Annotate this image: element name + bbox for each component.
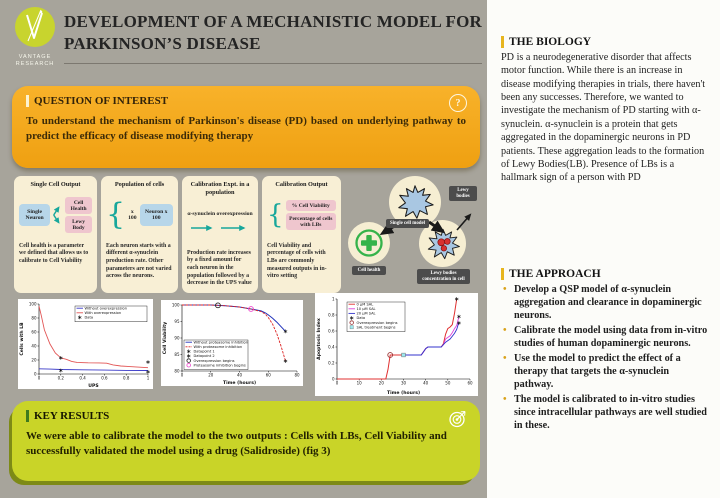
svg-text:80: 80 bbox=[294, 372, 300, 378]
calibration-expt-graphic bbox=[187, 196, 253, 249]
flow-box-caption: Cell health is a parameter we defined that allows us to calibrate to Cell Viability bbox=[19, 242, 89, 264]
flow-box-title: Calibration Output bbox=[275, 181, 328, 188]
brace-icon: { bbox=[267, 200, 284, 231]
cell-health-node: Cell Health bbox=[65, 197, 92, 214]
approach-item: • The model is calibrated to in-vitro studies since intracellular pathways are well studied in these. bbox=[501, 393, 709, 432]
svg-text:0.2: 0.2 bbox=[328, 360, 335, 366]
cells-with-lbs-node: Percentage of cells with LBs bbox=[286, 213, 336, 230]
svg-text:30: 30 bbox=[400, 380, 407, 386]
approach-item: • Calibrate the model using data from in-vitro studies of human dopaminergic neurons. bbox=[501, 324, 709, 350]
svg-text:0.8: 0.8 bbox=[123, 375, 130, 381]
svg-text:Time (hours): Time (hours) bbox=[222, 381, 257, 386]
lewy-body-node: Lewy Body bbox=[65, 216, 92, 233]
svg-text:20: 20 bbox=[378, 380, 384, 386]
question-box-text: To understand the mechanism of Parkinson's disease (PD) based on underlying pathway to predict the efficacy of disease modifying therapy bbox=[26, 115, 466, 142]
neuron-x100-node: Neuron x 100 bbox=[140, 204, 173, 226]
single-cell-model-diagram bbox=[345, 172, 480, 296]
approach-section bbox=[501, 268, 709, 435]
multiplier-label: x 100 bbox=[128, 209, 137, 222]
vantage-logo-icon bbox=[14, 6, 56, 48]
apoptosis-index-chart bbox=[315, 293, 478, 396]
svg-text:Without proteasome inhibition: Without proteasome inhibition bbox=[193, 340, 249, 345]
svg-text:100: 100 bbox=[28, 301, 37, 307]
svg-text:60: 60 bbox=[467, 380, 473, 386]
question-icon: ? bbox=[449, 94, 467, 112]
key-results-box bbox=[12, 401, 480, 481]
branch-arrows-icon bbox=[52, 197, 63, 233]
biology-section bbox=[501, 36, 709, 185]
svg-text:0: 0 bbox=[180, 372, 184, 378]
flow-arrows-icon bbox=[189, 222, 251, 234]
cell-health-badge: Cell health bbox=[352, 266, 386, 275]
cells-with-lb-chart bbox=[18, 299, 153, 389]
biology-title: THE BIOLOGY bbox=[501, 36, 709, 48]
key-results-text: We were able to calibrate the model to the two outputs : Cells with LBs, Cell Viability and successfully validated the model using a drug (Salidroside) (fig 3) bbox=[26, 430, 447, 457]
svg-text:100: 100 bbox=[171, 302, 180, 308]
single-cell-graphic bbox=[19, 189, 92, 242]
svg-text:Overexpression begins: Overexpression begins bbox=[193, 358, 235, 363]
svg-text:0: 0 bbox=[331, 376, 335, 382]
svg-text:20: 20 bbox=[208, 372, 214, 378]
flow-box-single-cell-output bbox=[14, 176, 97, 293]
svg-text:With overexpression: With overexpression bbox=[84, 311, 122, 315]
svg-text:40: 40 bbox=[423, 380, 429, 386]
svg-text:Time (hours): Time (hours) bbox=[386, 391, 421, 396]
svg-text:60: 60 bbox=[31, 329, 37, 335]
flow-box-calibration-expt bbox=[182, 176, 258, 293]
svg-text:With proteasome inhibition: With proteasome inhibition bbox=[193, 345, 243, 349]
svg-text:0.4: 0.4 bbox=[328, 344, 335, 350]
logo bbox=[12, 6, 58, 68]
approach-item: • Develop a QSP model of α-synuclein aggregation and clearance in dopaminergic neurons. bbox=[501, 283, 709, 322]
svg-text:0.2: 0.2 bbox=[57, 375, 64, 381]
approach-title: THE APPROACH bbox=[501, 268, 709, 280]
single-cell-model-badge: Single cell model bbox=[386, 219, 429, 228]
svg-text:1: 1 bbox=[146, 375, 150, 381]
target-icon bbox=[448, 409, 467, 433]
svg-text:0.4: 0.4 bbox=[79, 375, 86, 381]
sidebar bbox=[487, 0, 720, 498]
cell-viability-chart bbox=[161, 300, 303, 386]
svg-text:Overexpression begins: Overexpression begins bbox=[356, 320, 398, 325]
flow-box-title: Calibration Expt. in a population bbox=[190, 181, 250, 196]
svg-text:80: 80 bbox=[31, 315, 37, 321]
svg-text:60: 60 bbox=[265, 372, 271, 378]
svg-text:80: 80 bbox=[174, 368, 180, 374]
svg-text:0: 0 bbox=[37, 375, 41, 381]
brace-icon: { bbox=[106, 197, 126, 233]
overexpression-label: α-synuclein overexpression bbox=[187, 210, 253, 217]
page-title: DEVELOPMENT OF A MECHANISTIC MODEL FOR PARKINSON’S DISEASE bbox=[64, 11, 482, 64]
svg-text:Data: Data bbox=[356, 316, 366, 321]
svg-text:10: 10 bbox=[356, 380, 362, 386]
svg-text:0: 0 bbox=[335, 380, 339, 386]
flow-box-title: Single Cell Output bbox=[30, 181, 81, 188]
calibration-output-graphic bbox=[267, 189, 336, 242]
svg-text:40: 40 bbox=[236, 372, 243, 378]
svg-text:20 μM SAL: 20 μM SAL bbox=[356, 311, 376, 316]
lewy-bodies-badge: Lewy bodies bbox=[449, 186, 477, 201]
svg-text:Cell Viability: Cell Viability bbox=[162, 321, 168, 355]
svg-text:Proteasome inhibition begins: Proteasome inhibition begins bbox=[193, 363, 246, 368]
svg-text:0: 0 bbox=[33, 371, 37, 377]
flow-box-title: Population of cells bbox=[114, 181, 165, 188]
flow-box-caption: Production rate increases by a fixed amount for each neuron in the population followed by a decrease in the UPS value bbox=[187, 249, 252, 287]
svg-text:Datapoint 2: Datapoint 2 bbox=[193, 354, 215, 359]
svg-text:85: 85 bbox=[174, 351, 180, 357]
svg-text:0 μM SAL: 0 μM SAL bbox=[356, 302, 374, 307]
population-graphic bbox=[106, 189, 173, 242]
lewy-concentration-badge: Lewy bodies concentration in cell bbox=[417, 269, 470, 284]
svg-text:Data: Data bbox=[84, 315, 94, 320]
flow-box-caption: Each neuron starts with a different α-synuclein production rate. Other parameters are not varied across the neurons. bbox=[106, 242, 172, 280]
svg-text:10 μM SAL: 10 μM SAL bbox=[356, 307, 376, 311]
svg-text:Cells with LB: Cells with LB bbox=[19, 322, 25, 356]
cell-viability-node: % Cell Viability bbox=[286, 200, 336, 211]
svg-text:40: 40 bbox=[31, 343, 37, 349]
flow-box-calibration-output bbox=[262, 176, 341, 293]
svg-text:90: 90 bbox=[174, 335, 180, 341]
approach-item: • Use the model to predict the effect of a therapy that targets the α-synuclein pathway. bbox=[501, 352, 709, 391]
svg-text:50: 50 bbox=[445, 380, 451, 386]
svg-text:Apoptosis Index: Apoptosis Index bbox=[316, 318, 322, 360]
svg-text:Datapoint 1: Datapoint 1 bbox=[193, 349, 215, 354]
svg-text:1: 1 bbox=[331, 296, 335, 302]
question-box bbox=[12, 86, 480, 168]
question-box-label: QUESTION OF INTEREST bbox=[26, 95, 466, 107]
single-neuron-node: Single Neuron bbox=[19, 204, 50, 226]
svg-text:0.6: 0.6 bbox=[328, 328, 335, 334]
svg-text:20: 20 bbox=[31, 357, 37, 363]
svg-text:Without overexpression: Without overexpression bbox=[84, 306, 128, 311]
logo-text: VANTAGE RESEARCH bbox=[15, 54, 55, 68]
flow-box-caption: Cell Viability and percentage of cells with LBs are commonly measured outputs in in-vitro setting bbox=[267, 242, 327, 280]
svg-text:0.8: 0.8 bbox=[328, 312, 335, 318]
svg-text:95: 95 bbox=[174, 318, 180, 324]
biology-text: PD is a neurodegenerative disorder that affects motor function. While there is an increase in disease modifying therapies in trials, there haven't been any successes. Therefore, we wanted to investigate the mechanism of PD starting with α-synuclein. α-synuclein is a protein that gets aggregated in the dopaminergic neurons in PD patients. These aggregation leads to the formation of Lewy Bodies(LB). Presence of LBs is a hallmark sign of a person with PD bbox=[501, 52, 706, 184]
approach-list bbox=[501, 283, 709, 433]
svg-text:0.6: 0.6 bbox=[101, 375, 108, 381]
key-results-label: KEY RESULTS bbox=[26, 410, 466, 422]
svg-text:SAL treatment begins: SAL treatment begins bbox=[356, 325, 396, 330]
svg-text:UPS: UPS bbox=[88, 384, 99, 389]
flow-box-population bbox=[101, 176, 178, 293]
